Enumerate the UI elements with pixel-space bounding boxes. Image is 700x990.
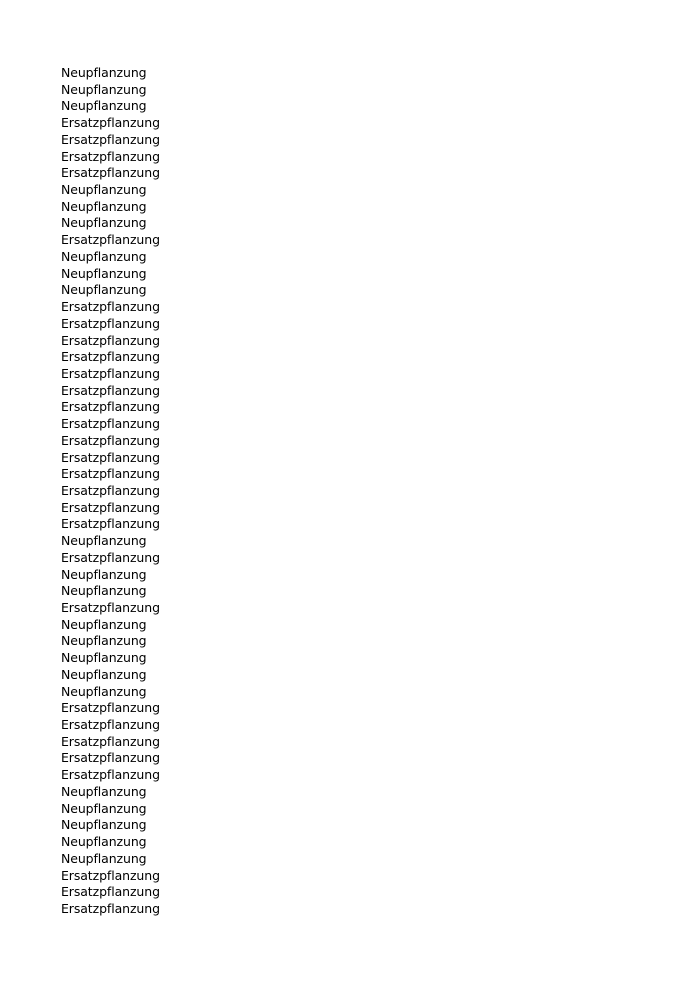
list-item: Ersatzpflanzung xyxy=(61,717,160,733)
list-item: Ersatzpflanzung xyxy=(61,416,160,432)
list-item: Neupflanzung xyxy=(61,616,147,632)
list-item: Neupflanzung xyxy=(61,198,147,214)
list-item: Ersatzpflanzung xyxy=(61,482,160,498)
list-item: Ersatzpflanzung xyxy=(61,349,160,365)
list-item: Ersatzpflanzung xyxy=(61,432,160,448)
list-item: Ersatzpflanzung xyxy=(61,900,160,916)
list-item: Neupflanzung xyxy=(61,81,147,97)
list-item: Neupflanzung xyxy=(61,800,147,816)
list-item: Ersatzpflanzung xyxy=(61,399,160,415)
list-item: Ersatzpflanzung xyxy=(61,365,160,381)
list-item: Neupflanzung xyxy=(61,215,147,231)
list-item: Ersatzpflanzung xyxy=(61,131,160,147)
list-item: Ersatzpflanzung xyxy=(61,449,160,465)
list-item: Ersatzpflanzung xyxy=(61,700,160,716)
list-item: Ersatzpflanzung xyxy=(61,516,160,532)
list-item: Ersatzpflanzung xyxy=(61,750,160,766)
list-item: Neupflanzung xyxy=(61,282,147,298)
list-item: Ersatzpflanzung xyxy=(61,499,160,515)
list-item: Ersatzpflanzung xyxy=(61,733,160,749)
list-item: Ersatzpflanzung xyxy=(61,549,160,565)
list-item: Ersatzpflanzung xyxy=(61,382,160,398)
planting-type-list xyxy=(61,65,160,918)
list-item: Ersatzpflanzung xyxy=(61,115,160,131)
list-item: Neupflanzung xyxy=(61,817,147,833)
list-item: Neupflanzung xyxy=(61,566,147,582)
list-item: Neupflanzung xyxy=(61,65,147,80)
list-item: Ersatzpflanzung xyxy=(61,884,160,900)
list-item: Ersatzpflanzung xyxy=(61,299,160,315)
list-item: Neupflanzung xyxy=(61,182,147,198)
list-item: Neupflanzung xyxy=(61,633,147,649)
list-item: Neupflanzung xyxy=(61,248,147,264)
list-item: Neupflanzung xyxy=(61,783,147,799)
list-item: Neupflanzung xyxy=(61,583,147,599)
list-item: Ersatzpflanzung xyxy=(61,165,160,181)
list-item: Neupflanzung xyxy=(61,265,147,281)
list-item: Ersatzpflanzung xyxy=(61,148,160,164)
list-item: Ersatzpflanzung xyxy=(61,466,160,482)
list-item: Neupflanzung xyxy=(61,834,147,850)
list-item: Neupflanzung xyxy=(61,666,147,682)
list-item: Neupflanzung xyxy=(61,683,147,699)
list-item: Neupflanzung xyxy=(61,98,147,114)
list-item: Neupflanzung xyxy=(61,850,147,866)
list-item: Ersatzpflanzung xyxy=(61,600,160,615)
list-item: Ersatzpflanzung xyxy=(61,767,160,783)
list-item: Ersatzpflanzung xyxy=(61,332,160,348)
list-item: Ersatzpflanzung xyxy=(61,232,160,248)
list-item: Neupflanzung xyxy=(61,650,147,666)
list-item: Ersatzpflanzung xyxy=(61,867,160,883)
list-item: Neupflanzung xyxy=(61,533,147,549)
list-item: Ersatzpflanzung xyxy=(61,315,160,331)
